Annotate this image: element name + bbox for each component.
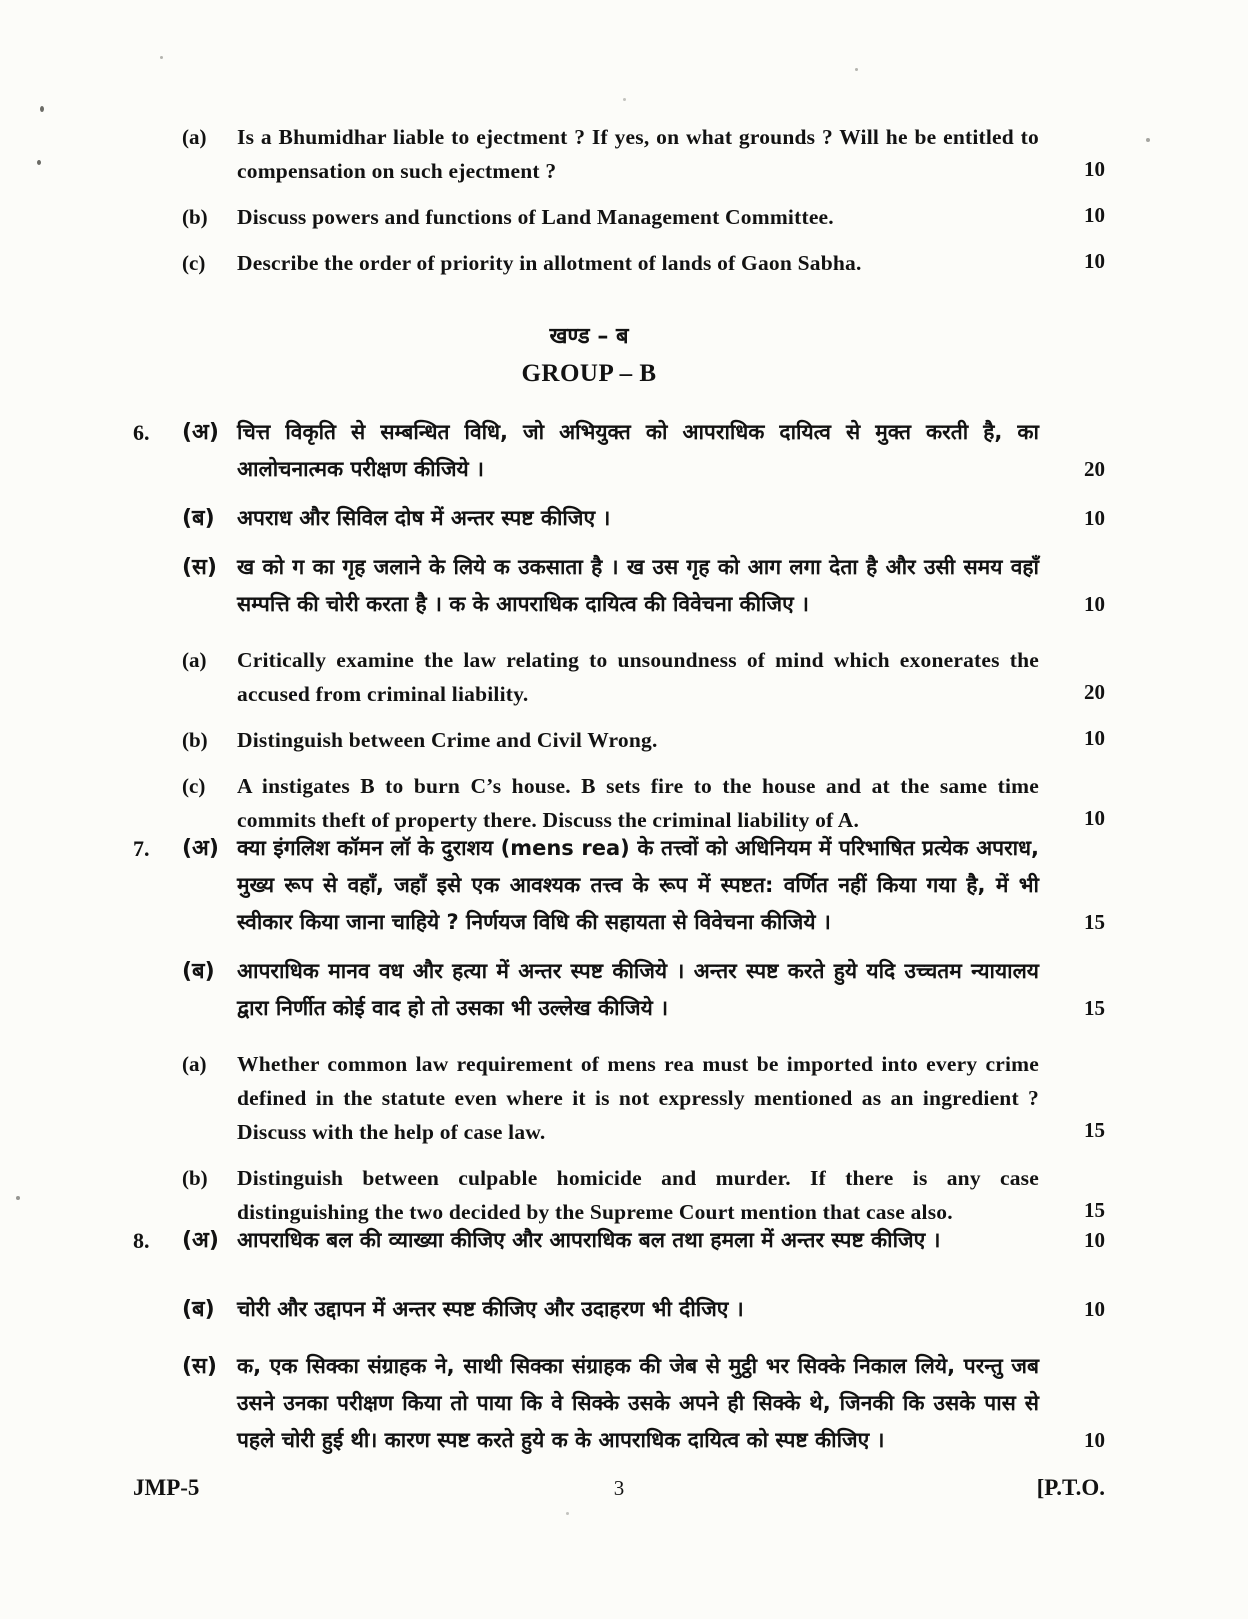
- part-label: (स): [182, 1354, 217, 1379]
- question-number: [133, 549, 182, 623]
- continuation-parts: [133, 120, 1105, 292]
- question-number: [133, 246, 182, 280]
- part-marks: 10: [1084, 806, 1105, 830]
- part-marks: 20: [1084, 680, 1105, 704]
- part-text: चोरी और उद्दापन में अन्तर स्पष्ट कीजिए और उदाहरण भी दीजिए ।: [237, 1297, 744, 1321]
- part-marks: 15: [1084, 996, 1105, 1020]
- paper-code: JMP-5: [133, 1475, 200, 1500]
- question-number: [133, 723, 182, 757]
- question-part-row: [133, 1222, 1105, 1259]
- question-number: [133, 1291, 182, 1328]
- part-label: (a): [182, 1052, 207, 1076]
- part-label: (अ): [182, 1228, 219, 1253]
- scan-speck: [566, 1512, 569, 1515]
- part-text: आपराधिक मानव वध और हत्या में अन्तर स्पष्ट कीजिये । अन्तर स्पष्ट करते हुये यदि उच्चतम न्यायालय द्वारा निर्णीत कोई वाद हो तो उसका भी उल्लेख कीजिये ।: [237, 959, 1039, 1020]
- question-number: [133, 200, 182, 234]
- part-label: (ब): [182, 1297, 215, 1322]
- part-marks: 10: [1084, 506, 1105, 530]
- page-footer: [133, 1475, 1105, 1501]
- part-marks: 10: [1084, 726, 1105, 750]
- part-marks: 15: [1084, 910, 1105, 934]
- part-label: (b): [182, 1166, 208, 1190]
- part-text: क, एक सिक्का संग्राहक ने, साथी सिक्का संग्राहक की जेब से मुट्ठी भर सिक्के निकाल लिये, परन्तु जब उसने उनका परीक्षण किया तो पाया कि वे सिक्के उसके अपने ही सिक्के थे, जिनकी कि उसके पास से पहले चोरी हुई थी। कारण स्पष्ट करते हुये क के आपराधिक दायित्व को स्पष्ट कीजिए ।: [237, 1354, 1039, 1452]
- part-text: A instigates B to burn C’s house. B sets fire to the house and at the same time commits theft of property there. Discuss the criminal liability of A.: [237, 774, 1039, 832]
- scan-speck: [16, 1196, 20, 1200]
- question-part-row: [133, 414, 1105, 488]
- part-text: Is a Bhumidhar liable to ejectment ? If yes, on what grounds ? Will he be entitled to compensation on such ejectment ?: [237, 125, 1039, 183]
- question-number: 7.: [133, 836, 150, 861]
- scan-speck: [1146, 138, 1150, 142]
- part-label: (अ): [182, 836, 219, 861]
- question-number: [133, 1348, 182, 1459]
- part-label: (स): [182, 555, 217, 580]
- part-label: (c): [182, 251, 206, 275]
- question-part-row: [133, 200, 1105, 234]
- question-6: [133, 414, 1105, 849]
- part-text: Whether common law requirement of mens rea must be imported into every crime defined in the statute even where it is not expressly mentioned as an ingredient ? Discuss with the help of case law.: [237, 1052, 1039, 1144]
- part-text: ख को ग का गृह जलाने के लिये क उकसाता है । ख उस गृह को आग लगा देता है और उसी समय वहाँ सम्पत्ति की चोरी करता है । क के आपराधिक दायित्व की विवेचना कीजिए ।: [237, 555, 1039, 616]
- question-part-row: [133, 1047, 1105, 1149]
- part-text: क्या इंगलिश कॉमन लॉ के दुराशय (mens rea) के तत्त्वों को अधिनियम में परिभाषित प्रत्येक अपराध, मुख्य रूप से वहाँ, जहाँ इसे एक आवश्यक तत्त्व के रूप में स्पष्टत: वर्णित नहीं किया गया है, में भी स्वीकार किया जाना चाहिये ? निर्णयज विधि की सहायता से विवेचना कीजिये ।: [237, 836, 1039, 934]
- part-marks: 10: [1084, 1297, 1105, 1321]
- part-marks: 10: [1084, 157, 1105, 181]
- part-text: Distinguish between Crime and Civil Wrong.: [237, 728, 658, 752]
- question-number: 8.: [133, 1228, 150, 1253]
- part-text: Discuss powers and functions of Land Management Committee.: [237, 205, 834, 229]
- part-marks: 20: [1084, 457, 1105, 481]
- question-part-row: [133, 1161, 1105, 1229]
- page-number: 3: [613, 1476, 625, 1500]
- question-part-row: [133, 953, 1105, 1027]
- part-marks: 10: [1084, 1428, 1105, 1452]
- part-label: (a): [182, 125, 207, 149]
- question-number: [133, 1161, 182, 1229]
- part-marks: 10: [1084, 203, 1105, 227]
- question-part-row: [133, 246, 1105, 280]
- part-marks: 10: [1084, 592, 1105, 616]
- part-label: (b): [182, 728, 208, 752]
- question-number: [133, 1047, 182, 1149]
- part-marks: 15: [1084, 1198, 1105, 1222]
- question-number: [133, 500, 182, 537]
- question-part-row: [133, 723, 1105, 757]
- scan-speck: [40, 106, 44, 112]
- question-part-row: [133, 549, 1105, 623]
- section-heading: [103, 320, 1075, 388]
- question-part-row: [133, 1348, 1105, 1459]
- part-label: (ब): [182, 959, 215, 984]
- section-heading-english: GROUP – B: [521, 360, 657, 387]
- question-number: [133, 120, 182, 188]
- part-marks: 10: [1084, 249, 1105, 273]
- question-part-row: [133, 769, 1105, 837]
- pto-label: [P.T.O.: [1036, 1475, 1105, 1500]
- question-part-row: [133, 643, 1105, 711]
- part-text: Distinguish between culpable homicide and murder. If there is any case distinguishing the two decided by the Supreme Court mention that case also.: [237, 1166, 1039, 1224]
- section-heading-hindi: खण्ड – ब: [549, 324, 629, 349]
- scan-speck: [160, 56, 163, 59]
- scan-speck: [623, 98, 626, 101]
- question-8: [133, 1222, 1105, 1471]
- question-part-row: [133, 1291, 1105, 1328]
- question-number: [133, 769, 182, 837]
- part-label: (अ): [182, 420, 219, 445]
- part-marks: 15: [1084, 1118, 1105, 1142]
- part-label: (a): [182, 648, 207, 672]
- part-text: अपराध और सिविल दोष में अन्तर स्पष्ट कीजिए ।: [237, 506, 611, 530]
- question-part-row: [133, 830, 1105, 941]
- question-number: [133, 953, 182, 1027]
- part-text: Critically examine the law relating to unsoundness of mind which exonerates the accused from criminal liability.: [237, 648, 1039, 706]
- part-label: (c): [182, 774, 206, 798]
- part-label: (b): [182, 205, 208, 229]
- question-part-row: [133, 500, 1105, 537]
- part-marks: 10: [1084, 1228, 1105, 1252]
- scan-speck: [855, 68, 858, 71]
- question-number: [133, 643, 182, 711]
- part-label: (ब): [182, 506, 215, 531]
- question-number: 6.: [133, 420, 150, 445]
- question-part-row: [133, 120, 1105, 188]
- part-text: चित्त विकृति से सम्बन्धित विधि, जो अभियुक्त को आपराधिक दायित्व से मुक्त करती है, का आलोचनात्मक परीक्षण कीजिये ।: [237, 420, 1039, 481]
- question-7: [133, 830, 1105, 1241]
- scan-speck: [37, 160, 41, 165]
- part-text: Describe the order of priority in allotment of lands of Gaon Sabha.: [237, 251, 862, 275]
- part-text: आपराधिक बल की व्याख्या कीजिए और आपराधिक बल तथा हमला में अन्तर स्पष्ट कीजिए ।: [237, 1228, 941, 1252]
